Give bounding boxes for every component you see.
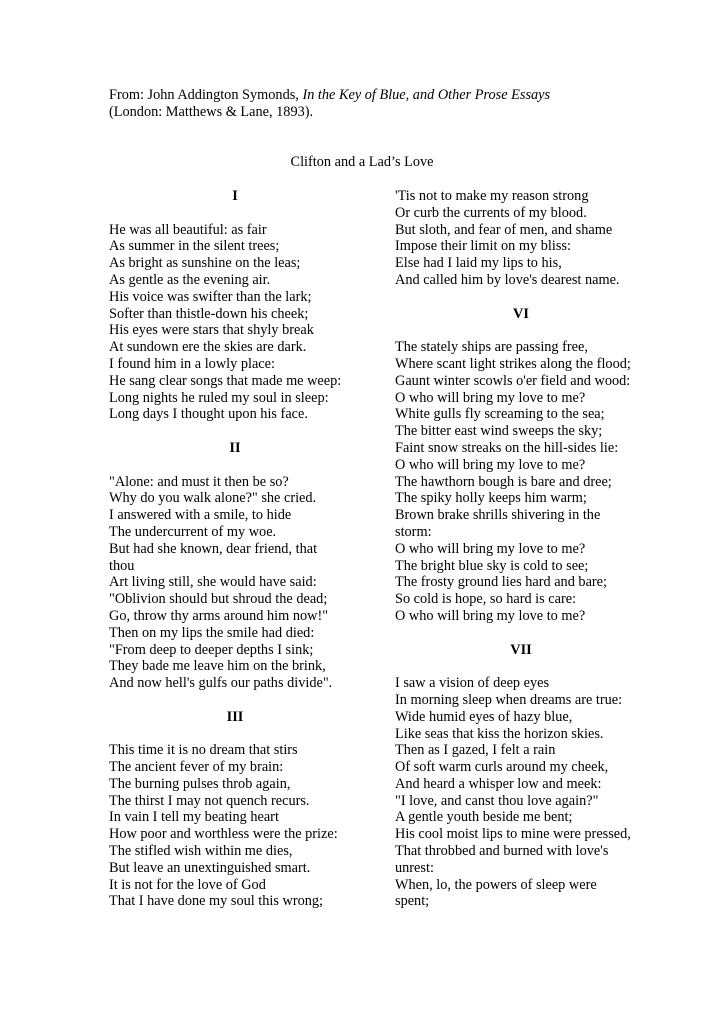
poem-line: This time it is no dream that stirs: [109, 742, 298, 759]
poem-line: Long nights he ruled my soul in sleep:: [109, 389, 329, 406]
poem-line: I found him in a lowly place:: [109, 355, 275, 372]
poem-line: O who will bring my love to me?: [395, 456, 586, 473]
left-column: [109, 188, 361, 910]
section-heading-III: III: [226, 708, 244, 725]
poem-line: Or curb the currents of my blood.: [395, 204, 587, 221]
poem-line: "I love, and canst thou love again?": [395, 792, 599, 809]
poem-line: spent;: [395, 893, 430, 910]
poem-line: Art living still, she would have said:: [109, 574, 317, 591]
poem-line: They bade me leave him on the brink,: [109, 658, 326, 675]
poem-line: Wide humid eyes of hazy blue,: [395, 708, 573, 725]
poem-line: He was all beautiful: as fair: [109, 221, 267, 238]
poem-line: Gaunt winter scowls o'er field and wood:: [395, 372, 631, 389]
poem-line: Go, throw thy arms around him now!": [109, 607, 329, 624]
poem-line: The hawthorn bough is bare and dree;: [395, 473, 612, 490]
poem-line: So cold is hope, so hard is care:: [395, 591, 577, 608]
poem-line: Then as I gazed, I felt a rain: [395, 742, 556, 759]
poem-line: At sundown ere the skies are dark.: [109, 339, 307, 356]
poem-line: Then on my lips the smile had died:: [109, 624, 315, 641]
poem-line: And now hell's gulfs our paths divide".: [109, 675, 333, 692]
poem-line: The stifled wish within me dies,: [109, 843, 293, 860]
section-heading-II: II: [229, 439, 241, 456]
poem-line: I saw a vision of deep eyes: [395, 675, 550, 692]
poem-line: The spiky holly keeps him warm;: [395, 490, 587, 507]
poem-line: When, lo, the powers of sleep were: [395, 876, 597, 893]
poem-line: It is not for the love of God: [109, 876, 266, 893]
poem-line: Long days I thought upon his face.: [109, 406, 308, 423]
poem-line: Else had I laid my lips to his,: [395, 255, 562, 272]
citation-prefix: From: John Addington Symonds,: [109, 87, 303, 103]
poem-line: The burning pulses throb again,: [109, 775, 291, 792]
poem-line: How poor and worthless were the prize:: [109, 826, 338, 843]
poem-line: His cool moist lips to mine were pressed,: [395, 826, 631, 843]
poem-line: His voice was swifter than the lark;: [109, 288, 312, 305]
poem-line: O who will bring my love to me?: [395, 389, 586, 406]
poem-line: He sang clear songs that made me weep:: [109, 372, 342, 389]
poem-line: O who will bring my love to me?: [395, 540, 586, 557]
poem-line: storm:: [395, 523, 432, 540]
stanza-I: [109, 222, 361, 424]
poem-line: The bright blue sky is cold to see;: [395, 557, 589, 574]
citation-publication: (London: Matthews & Lane, 1893).: [109, 103, 314, 120]
poem-line: Faint snow streaks on the hill-sides lie:: [395, 439, 619, 456]
poem-line: White gulls fly screaming to the sea;: [395, 406, 605, 423]
stanza-VI: [395, 339, 647, 625]
poem-line: thou: [109, 557, 135, 574]
section-heading-VII: VII: [510, 641, 532, 658]
poem-line: "From deep to deeper depths I sink;: [109, 641, 314, 658]
poem-line: That throbbed and burned with love's: [395, 843, 609, 860]
poem-line: I answered with a smile, to hide: [109, 507, 292, 524]
poem-line: "Oblivion should but shroud the dead;: [109, 591, 328, 608]
stanza-VII: [395, 675, 647, 910]
poem-line: As gentle as the evening air.: [109, 271, 271, 288]
poem-line: Brown brake shrills shivering in the: [395, 507, 601, 524]
poem-line: unrest:: [395, 859, 434, 876]
poem-line: The ancient fever of my brain:: [109, 759, 284, 776]
poem-line: But sloth, and fear of men, and shame: [395, 221, 613, 238]
poem-line: In morning sleep when dreams are true:: [395, 691, 623, 708]
poem-line: That I have done my soul this wrong;: [109, 893, 324, 910]
section-heading-I: I: [232, 188, 238, 204]
poem-line: His eyes were stars that shyly break: [109, 322, 314, 339]
poem-line: Where scant light strikes along the flood;: [395, 355, 631, 372]
stanza-II: [109, 474, 361, 692]
right-column: [395, 188, 647, 910]
stanza-III-continued: [395, 188, 647, 289]
stanza-III: [109, 742, 361, 910]
poem-line: And heard a whisper low and meek:: [395, 775, 602, 792]
poem-line: "Alone: and must it then be so?: [109, 473, 289, 490]
poem-line: As bright as sunshine on the leas;: [109, 255, 301, 272]
poem-line: The thirst I may not quench recurs.: [109, 792, 310, 809]
poem-line: Of soft warm curls around my cheek,: [395, 759, 609, 776]
citation-line-1: [109, 87, 669, 104]
poem-line: And called him by love's dearest name.: [395, 271, 620, 288]
poem-line: Why do you walk alone?" she cried.: [109, 490, 317, 507]
source-citation: [109, 87, 669, 121]
poem-title: Clifton and a Lad’s Love: [290, 154, 434, 170]
poem-line: But leave an unextinguished smart.: [109, 859, 311, 876]
poem-line: O who will bring my love to me?: [395, 607, 586, 624]
poem-line: Impose their limit on my bliss:: [395, 238, 571, 255]
poem-line: 'Tis not to make my reason strong: [395, 188, 589, 204]
poem-line: Like seas that kiss the horizon skies.: [395, 725, 604, 742]
poem-line: The undercurrent of my woe.: [109, 523, 277, 540]
poem-line: The frosty ground lies hard and bare;: [395, 574, 608, 591]
poem-line: Softer than thistle-down his cheek;: [109, 305, 309, 322]
poem-line: As summer in the silent trees;: [109, 238, 280, 255]
work-title: In the Key of Blue, and Other Prose Essays: [302, 87, 551, 103]
poem-line: In vain I tell my beating heart: [109, 809, 279, 826]
poem-line: But had she known, dear friend, that: [109, 540, 318, 557]
poem-line: The stately ships are passing free,: [395, 339, 588, 356]
poem-line: The bitter east wind sweeps the sky;: [395, 423, 603, 440]
poem-line: A gentle youth beside me bent;: [395, 809, 573, 826]
section-heading-VI: VI: [513, 305, 529, 322]
